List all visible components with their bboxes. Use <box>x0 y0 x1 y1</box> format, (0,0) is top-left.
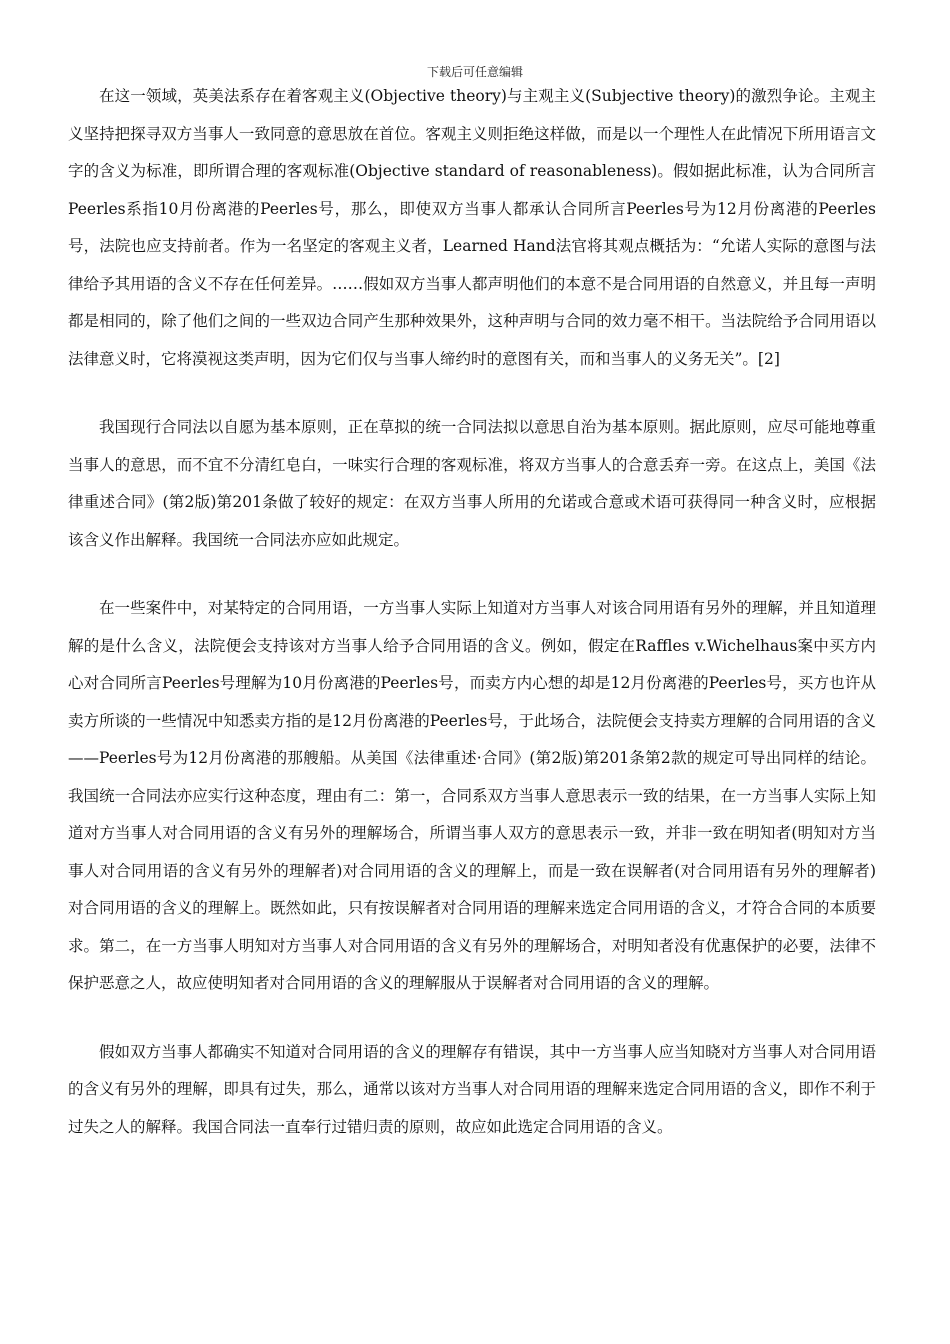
document-body <box>68 78 876 1177</box>
paragraph-autonomy-principle: 我国现行合同法以自愿为基本原则，正在草拟的统一合同法拟以意思自治为基本原则。据此原则，应尽可能地尊重当事人的意思，而不宜不分清红皂白，一味实行合理的客观标准，将双方当事人的合意丢弃一旁。在这点上，美国《法律重述合同》(第2版)第201条做了较好的规定：在双方当事人所用的允诺或合意或术语可获得同一种含义时，应根据该含义作出解释。我国统一合同法亦应如此规定。 <box>68 418 876 549</box>
paragraph-objective-subjective-theory: 在这一领域，英美法系存在着客观主义(Objective theory)与主观主义(Subjective theory)的激烈争论。主观主义坚持把探寻双方当事人一致同意的意思放在首位。客观主义则拒绝这样做，而是以一个理性人在此情况下所用语言文字的含义为标准，即所谓合理的客观标准(Objective standard of reasonableness)。假如据此标准，认为合同所言Peerles系指10月份离港的Peerles号，那么，即使双方当事人都承认合同所言Peerles号为12月份离港的Peerles号，法院也应支持前者。作为一名坚定的客观主义者，Learned Hand法官将其观点概括为：“允诺人实际的意图与法律给予其用语的含义不存在任何差异。……假如双方当事人都声明他们的本意不是合同用语的自然意义，并且每一声明都是相同的，除了他们之间的一些双边合同产生那种效果外，这种声明与合同的效力毫不相干。当法院给予合同用语以法律意义时，它将漠视这类声明，因为它们仅与当事人缔约时的意图有关，而和当事人的义务无关”。[2] <box>68 87 876 368</box>
paragraph-negligent-party: 假如双方当事人都确实不知道对合同用语的含义的理解存有错误，其中一方当事人应当知晓对方当事人对合同用语的含义有另外的理解，即具有过失，那么，通常以该对方当事人对合同用语的理解来选定合同用语的含义，即作不利于过失之人的解释。我国合同法一直奉行过错归责的原则，故应如此选定合同用语的含义。 <box>68 1042 876 1136</box>
header-note: 下载后可任意编辑 <box>426 65 523 79</box>
paragraph-known-misunderstanding: 在一些案件中，对某特定的合同用语，一方当事人实际上知道对方当事人对该合同用语有另外的理解，并且知道理解的是什么含义，法院便会支持该对方当事人给予合同用语的含义。例如，假定在Raffles v.Wichelhaus案中买方内心对合同所言Peerles号理解为10月份离港的Peerles号，而卖方内心想的却是12月份离港的Peerles号，买方也许从卖方所谈的一些情况中知悉卖方指的是12月份离港的Peerles号，于此场合，法院便会支持卖方理解的合同用语的含义——Peerles号为12月份离港的那艘船。从美国《法律重述·合同》(第2版)第201条第2款的规定可导出同样的结论。我国统一合同法亦应实行这种态度，理由有二：第一，合同系双方当事人意思表示一致的结果，在一方当事人实际上知道对方当事人对合同用语的含义有另外的理解场合，所谓当事人双方的意思表示一致，并非一致在明知者(明知对方当事人对合同用语的含义有另外的理解者)对合同用语的含义的理解上，而是一致在误解者(对合同用语有另外的理解者)对合同用语的含义的理解上。既然如此，只有按误解者对合同用语的理解来选定合同用语的含义，才符合合同的本质要求。第二，在一方当事人明知对方当事人对合同用语的含义有另外的理解场合，对明知者没有优惠保护的必要，法律不保护恶意之人，故应使明知者对合同用语的含义的理解服从于误解者对合同用语的含义的理解。 <box>68 599 876 992</box>
